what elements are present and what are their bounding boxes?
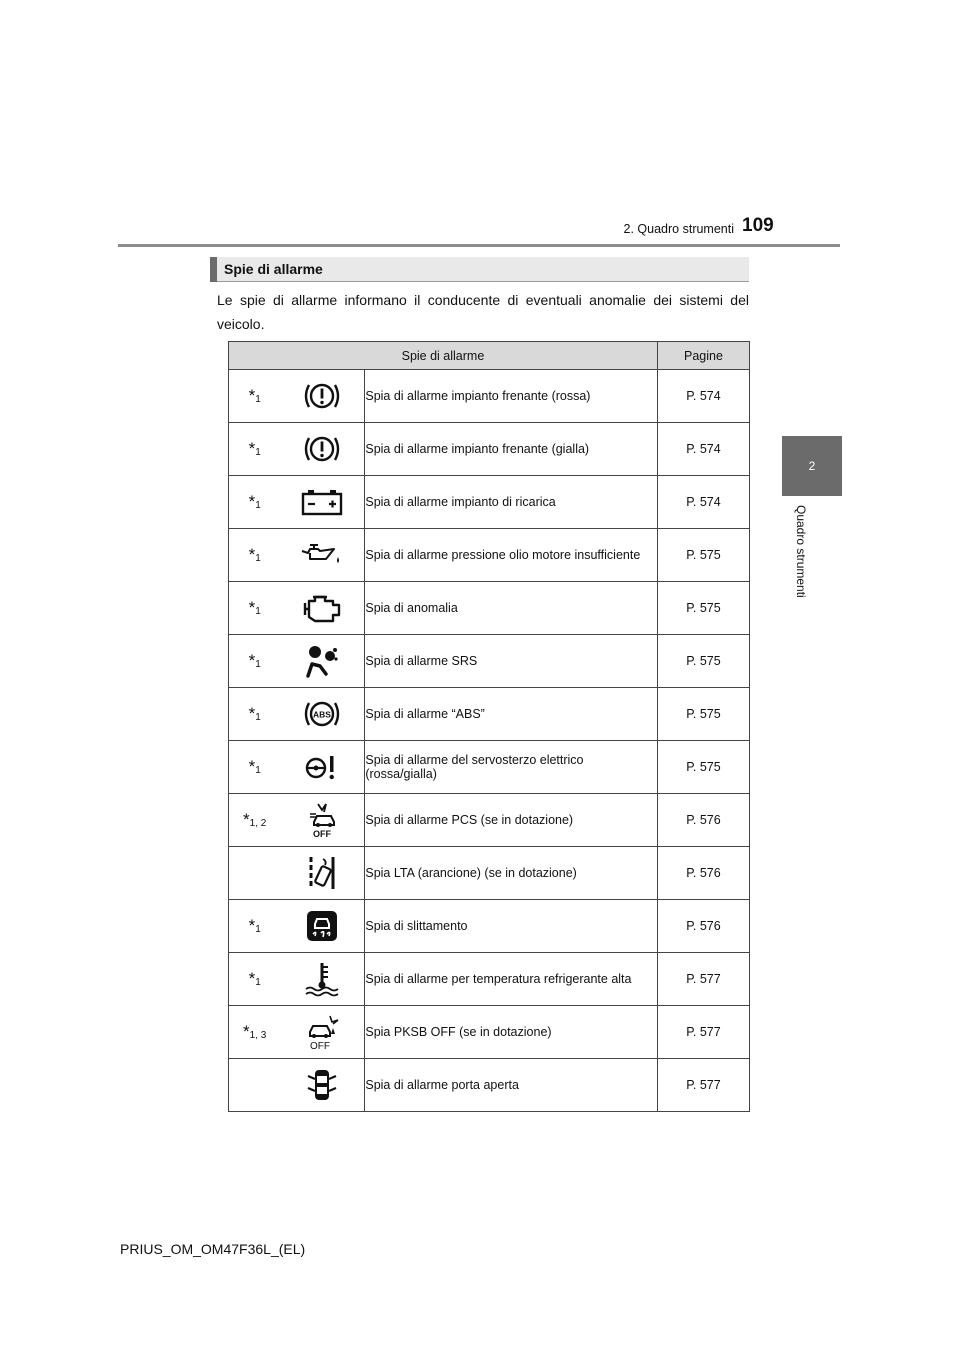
table-row: [229, 900, 750, 953]
power-steering-icon: [280, 753, 364, 781]
footnote-ref: [229, 529, 281, 582]
header-pages: Pagine: [657, 342, 749, 370]
check-engine-icon: [280, 593, 364, 623]
footnote-star: *: [248, 969, 256, 988]
srs-airbag-icon: [280, 644, 364, 678]
warning-description: Spia di slittamento: [365, 900, 658, 953]
warning-description: Spia di allarme per temperatura refrigerante alta: [365, 953, 658, 1006]
page-reference: P. 576: [657, 847, 749, 900]
table-row: [229, 1006, 750, 1059]
footnote-number: 1: [255, 765, 261, 776]
footnote-number: 1: [255, 712, 261, 723]
warning-description: Spia di allarme SRS: [365, 635, 658, 688]
brake-warning-yellow-icon: [280, 434, 364, 464]
table-header-row: [229, 342, 750, 370]
svg-text:ABS: ABS: [313, 709, 332, 720]
section-heading-bar: [210, 257, 217, 282]
table-row: [229, 423, 750, 476]
slip-indicator-icon: [280, 910, 364, 942]
warning-lights-table: [228, 341, 750, 1112]
footnote-ref: [229, 1006, 281, 1059]
page-number: 109: [742, 215, 774, 236]
warning-description: Spia LTA (arancione) (se in dotazione): [365, 847, 658, 900]
warning-description: Spia di allarme impianto frenante (rossa): [365, 370, 658, 423]
footnote-number: 1: [255, 500, 261, 511]
table-row: [229, 953, 750, 1006]
footnote-star: *: [248, 704, 256, 723]
footnote-ref: [229, 953, 281, 1006]
page-reference: P. 574: [657, 370, 749, 423]
warning-description: Spia di allarme “ABS”: [365, 688, 658, 741]
battery-charging-icon: [280, 488, 364, 516]
footnote-ref: [229, 741, 281, 794]
lta-lane-icon: [280, 855, 364, 891]
table-row: [229, 476, 750, 529]
warning-description: Spia PKSB OFF (se in dotazione): [365, 1006, 658, 1059]
footnote-ref: [229, 1059, 281, 1112]
table-row: [229, 582, 750, 635]
footnote-number: 1: [255, 447, 261, 458]
section-heading: [210, 257, 749, 282]
warning-description: Spia di anomalia: [365, 582, 658, 635]
footnote-star: *: [243, 1022, 250, 1041]
coolant-temperature-icon: [280, 961, 364, 997]
abs-icon: [280, 699, 364, 729]
footnote-star: *: [248, 492, 256, 511]
page-reference: P. 574: [657, 476, 749, 529]
footnote-star: *: [248, 757, 256, 776]
table-row: [229, 741, 750, 794]
page-reference: P. 575: [657, 688, 749, 741]
page-reference: P. 577: [657, 1006, 749, 1059]
warning-description: Spia di allarme impianto frenante (gialla): [365, 423, 658, 476]
warning-description: Spia di allarme porta aperta: [365, 1059, 658, 1112]
section-heading-label: Spie di allarme: [224, 261, 323, 277]
page-reference: P. 576: [657, 794, 749, 847]
footnote-number: 1: [255, 924, 261, 935]
page-reference: P. 575: [657, 582, 749, 635]
warning-description: Spia di allarme pressione olio motore insufficiente: [365, 529, 658, 582]
warning-description: Spia di allarme del servosterzo elettrico (rossa/gialla): [365, 741, 658, 794]
page-reference: P. 575: [657, 741, 749, 794]
footnote-number: 1: [255, 553, 261, 564]
oil-pressure-icon: [280, 543, 364, 567]
chapter-tab: 2: [782, 436, 842, 496]
table-row: [229, 794, 750, 847]
pksb-off-icon: [280, 1014, 364, 1050]
footnote-ref: [229, 900, 281, 953]
footnote-star: *: [248, 916, 256, 935]
table-row: [229, 847, 750, 900]
footnote-ref: [229, 794, 281, 847]
chapter-label: Quadro strumenti: [794, 505, 808, 598]
table-row: [229, 1059, 750, 1112]
footnote-number: 1: [255, 977, 261, 988]
pcs-off-icon: [280, 802, 364, 838]
page-reference: P. 576: [657, 900, 749, 953]
table-row: [229, 529, 750, 582]
footnote-ref: [229, 688, 281, 741]
table-row: [229, 370, 750, 423]
footnote-ref: [229, 847, 281, 900]
door-open-icon: [280, 1067, 364, 1103]
intro-paragraph: Le spie di allarme informano il conducente di eventuali anomalie dei sistemi del veicolo.: [217, 292, 749, 332]
warning-description: Spia di allarme PCS (se in dotazione): [365, 794, 658, 847]
section-title: 2. Quadro strumenti: [623, 222, 734, 236]
footnote-star: *: [248, 598, 256, 617]
footnote-star: *: [248, 386, 256, 405]
footnote-star: *: [248, 545, 256, 564]
footnote-number: 1, 2: [249, 818, 267, 829]
footnote-ref: [229, 476, 281, 529]
footnote-number: 1: [255, 606, 261, 617]
page-reference: P. 577: [657, 1059, 749, 1112]
footnote-ref: [229, 582, 281, 635]
footnote-star: *: [248, 651, 256, 670]
table-row: [229, 635, 750, 688]
pksb-off-icon-text: OFF: [310, 1041, 331, 1050]
footnote-number: 1: [255, 394, 261, 405]
footer-document-code: PRIUS_OM_OM47F36L_(EL): [120, 1241, 306, 1257]
footnote-number: 1: [255, 659, 261, 670]
page-reference: P. 575: [657, 635, 749, 688]
page-reference: P. 574: [657, 423, 749, 476]
page-reference: P. 577: [657, 953, 749, 1006]
footnote-ref: [229, 635, 281, 688]
footnote-star: *: [248, 439, 256, 458]
brake-warning-red-icon: [280, 381, 364, 411]
footnote-ref: [229, 423, 281, 476]
footnote-ref: [229, 370, 281, 423]
footnote-star: *: [243, 810, 250, 829]
pcs-off-icon-text: OFF: [313, 829, 332, 838]
warning-description: Spia di allarme impianto di ricarica: [365, 476, 658, 529]
page-reference: P. 575: [657, 529, 749, 582]
footnote-number: 1, 3: [249, 1030, 267, 1041]
table-row: [229, 688, 750, 741]
header-warning-lights: Spie di allarme: [229, 342, 658, 370]
header-rule: [118, 244, 840, 247]
